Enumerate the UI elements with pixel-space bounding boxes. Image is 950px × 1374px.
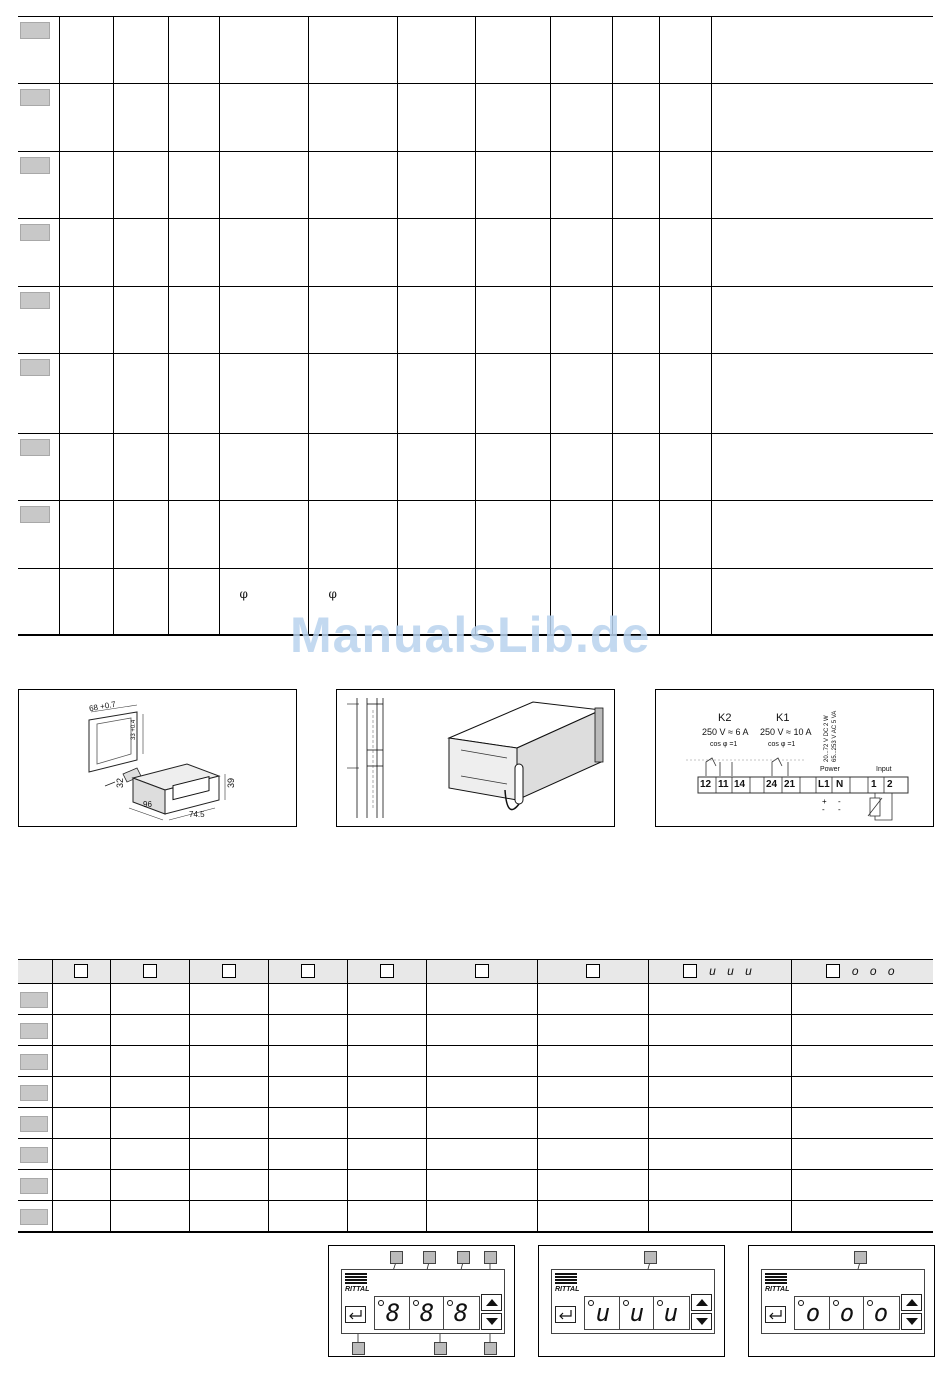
dim-label-745: 74.5: [189, 810, 205, 819]
display-face: [551, 1269, 715, 1334]
dimension-drawing: [19, 690, 296, 826]
arrow-down-icon: [696, 1318, 708, 1325]
up-button[interactable]: [691, 1294, 712, 1311]
table-row: [18, 434, 933, 501]
table-row: [18, 84, 933, 152]
enter-button[interactable]: [345, 1306, 366, 1323]
brand-logo: RITTAL: [345, 1286, 370, 1293]
display-digit: u: [595, 1299, 611, 1327]
callout-marker: [854, 1251, 867, 1264]
down-button[interactable]: [481, 1313, 502, 1330]
dim-label-39: 39: [226, 777, 237, 789]
display-digit: o: [805, 1299, 821, 1327]
header-checkbox: [826, 964, 840, 978]
row-marker: [20, 1023, 48, 1039]
table-row: [18, 501, 933, 569]
down-button[interactable]: [901, 1313, 922, 1330]
display-digit: o: [839, 1299, 855, 1327]
table-row: [18, 354, 933, 434]
callout-marker: [644, 1251, 657, 1264]
arrow-up-icon: [906, 1299, 918, 1306]
row-marker: [20, 439, 50, 456]
display-digit: u: [663, 1299, 679, 1327]
callout-marker: [423, 1251, 436, 1264]
enter-icon: [766, 1307, 785, 1322]
supply-voltage-ac: 65...253 V AC 5 VA: [832, 710, 838, 762]
table-header-row: [18, 960, 933, 984]
table-row: [18, 1077, 933, 1108]
header-segment-o: o o o: [851, 964, 899, 979]
phi-symbol: φ: [239, 587, 248, 601]
sensor-drawing: [337, 690, 614, 826]
svg-text:-: -: [838, 805, 841, 814]
display-digit: u: [629, 1299, 645, 1327]
rittal-logo-icon: [345, 1273, 367, 1285]
table-row: [18, 287, 933, 354]
header-checkbox: [74, 964, 88, 978]
callout-marker: [390, 1251, 403, 1264]
led-display: [584, 1296, 690, 1330]
enter-icon: [556, 1307, 575, 1322]
row-marker: [20, 224, 50, 241]
callout-marker: [484, 1251, 497, 1264]
terminal-14: 14: [734, 779, 746, 790]
table-row: [18, 1139, 933, 1170]
terminal-11: 11: [718, 779, 729, 790]
sensor-mounting-figure: [336, 689, 615, 827]
display-face: [761, 1269, 925, 1334]
header-checkbox: [475, 964, 489, 978]
relay-k1-rating: 250 V ≈ 10 A: [760, 727, 812, 737]
row-marker: [20, 292, 50, 309]
top-spec-table: [18, 16, 933, 636]
rittal-logo-icon: [765, 1273, 787, 1285]
brand-logo: RITTAL: [765, 1286, 790, 1293]
terminal-21: 21: [784, 779, 796, 790]
row-marker: [20, 506, 50, 523]
dim-label-33: 33 +0.4: [131, 719, 137, 740]
wiring-lines: [656, 690, 933, 826]
relay-k2-cos: cos φ =1: [710, 741, 738, 748]
brand-logo: RITTAL: [555, 1286, 580, 1293]
display-face: [341, 1269, 505, 1334]
terminal-12: 12: [700, 779, 712, 790]
svg-text:-: -: [822, 805, 825, 814]
arrow-up-icon: [486, 1299, 498, 1306]
row-marker: [20, 1054, 48, 1070]
table-row: [18, 219, 933, 287]
terminal-l1: L1: [818, 779, 830, 790]
table-row: [18, 1046, 933, 1077]
controller-panel-888: [328, 1245, 515, 1357]
row-marker: [20, 1147, 48, 1163]
watermark: ManualsLib.de: [290, 607, 651, 663]
terminal-2: 2: [887, 779, 893, 790]
callout-marker: [457, 1251, 470, 1264]
dim-label-96: 96: [143, 800, 152, 809]
relay-k2-label: K2: [718, 712, 732, 724]
terminal-1: 1: [871, 779, 877, 790]
svg-text:+: +: [822, 797, 827, 806]
dim-label-68: 68 +0.7: [88, 699, 117, 714]
arrow-up-icon: [696, 1299, 708, 1306]
display-digit: o: [873, 1299, 889, 1327]
down-button[interactable]: [691, 1313, 712, 1330]
rittal-logo-icon: [555, 1273, 577, 1285]
row-marker: [20, 992, 48, 1008]
input-label: Input: [876, 766, 892, 773]
display-digit: 8: [419, 1299, 435, 1327]
header-checkbox: [683, 964, 697, 978]
table-row: [18, 1108, 933, 1139]
table-row: [18, 1015, 933, 1046]
table-row: [18, 1170, 933, 1201]
row-marker: [20, 1116, 48, 1132]
controller-panel-uuu: [538, 1245, 725, 1357]
enter-button[interactable]: [555, 1306, 576, 1323]
up-button[interactable]: [901, 1294, 922, 1311]
header-checkbox: [380, 964, 394, 978]
supply-voltage-dc: 20...72 V DC 2 W: [824, 715, 830, 762]
display-digit: 8: [385, 1299, 401, 1327]
dimension-figure: [18, 689, 297, 827]
wiring-diagram-figure: [655, 689, 934, 827]
table-row: [18, 17, 933, 84]
terminal-n: N: [836, 779, 844, 790]
led-display: [794, 1296, 900, 1330]
header-segment-u: u u u: [709, 964, 756, 979]
controller-panel-ooo: [748, 1245, 935, 1357]
row-marker: [20, 1209, 48, 1225]
row-marker: [20, 157, 50, 174]
header-checkbox: [586, 964, 600, 978]
arrow-down-icon: [486, 1318, 498, 1325]
display-digit: 8: [453, 1299, 469, 1327]
row-marker: [20, 89, 50, 106]
row-marker: [20, 1085, 48, 1101]
up-button[interactable]: [481, 1294, 502, 1311]
enter-icon: [346, 1307, 365, 1322]
header-checkbox: [301, 964, 315, 978]
table-row: [18, 984, 933, 1015]
header-checkbox: [222, 964, 236, 978]
row-marker: [20, 1178, 48, 1194]
callout-marker: [484, 1342, 497, 1355]
callout-marker: [434, 1342, 447, 1355]
phi-symbol: φ: [328, 587, 337, 601]
svg-text:-: -: [838, 797, 841, 806]
table-row: [18, 1201, 933, 1233]
row-marker: [20, 22, 50, 39]
bottom-settings-table: [18, 959, 933, 1233]
led-display: [374, 1296, 480, 1330]
relay-k2-rating: 250 V ≈ 6 A: [702, 727, 749, 737]
arrow-down-icon: [906, 1318, 918, 1325]
relay-k1-cos: cos φ =1: [768, 741, 796, 748]
row-marker: [20, 359, 50, 376]
header-checkbox: [143, 964, 157, 978]
callout-marker: [352, 1342, 365, 1355]
terminal-24: 24: [766, 779, 778, 790]
enter-button[interactable]: [765, 1306, 786, 1323]
power-label: Power: [820, 766, 840, 773]
table-row: [18, 152, 933, 219]
dim-label-32: 32: [115, 777, 126, 789]
relay-k1-label: K1: [776, 712, 790, 724]
